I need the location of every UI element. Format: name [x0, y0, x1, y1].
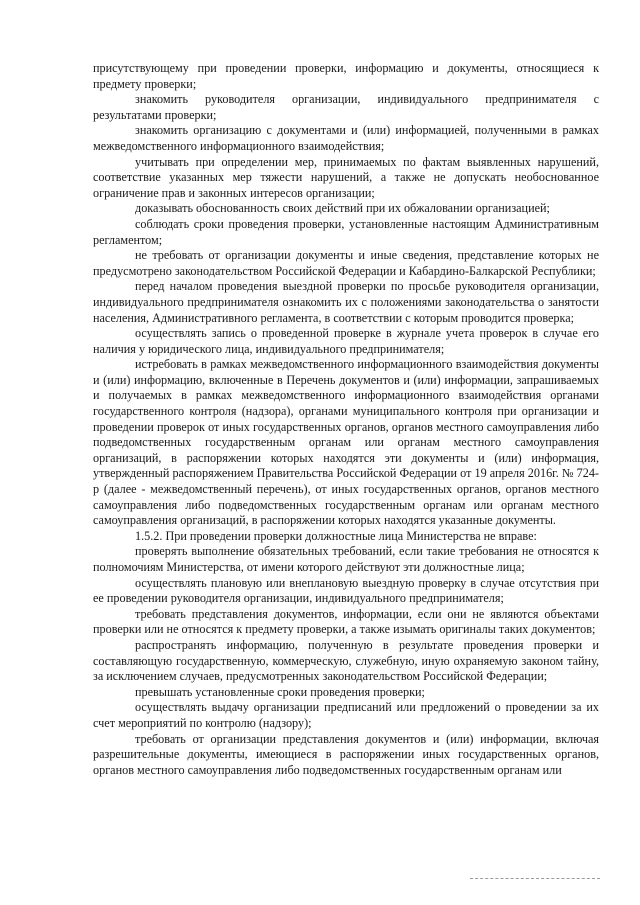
document-page — [93, 61, 599, 778]
paragraph-measures: учитывать при определении мер, принимаемых по фактам выявленных нарушений, соответствие указанных мер тяжести нарушений, а также не допускать необоснованное ограничение прав и законных интересов организации; — [93, 154, 599, 200]
paragraph-onsite-inspection: осуществлять плановую или внеплановую выездную проверку в случае отсутствия при ее проведении руководителя организации, индивидуального предпринимателя; — [93, 575, 599, 606]
paragraph-familiarize-legislation: перед началом проведения выездной проверки по просьбе руководителя организации, индивидуального предпринимателя ознакомить их с положениями законодательства о занятости населения, Административного регламента, в соответствии с которым проводится проверка; — [93, 279, 599, 325]
paragraph-require-permits: требовать от организации представления документов и (или) информации, включая разрешительные документы, имеющиеся в распоряжении иных государственных органов, органов местного самоуправления либо подведомственных государственным органам или — [93, 731, 599, 777]
paragraph-no-extra-documents: не требовать от организации документы и иные сведения, представление которых не предусмотрено законодательством Российской Федерации и Кабардино-Балкарской Республики; — [93, 248, 599, 278]
paragraph-disclose-information: распространять информацию, полученную в результате проведения проверки и составляющую государственную, коммерческую, служебную, иную охраняемую законом тайну, за исключением случаев, предусмотренных законодательством Российской Федерации; — [93, 637, 599, 684]
footer-divider — [470, 878, 600, 879]
paragraph-issue-orders: осуществлять выдачу организации предписаний или предложений о проведении за их счет мероприятий по контролю (надзору); — [93, 700, 599, 730]
paragraph-acquaint-results: знакомить руководителя организации, индивидуального предпринимателя с результатами проверки; — [93, 92, 599, 122]
paragraph-request-documents: истребовать в рамках межведомственного информационного взаимодействия документы и (или) информацию, включенные в Перечень документов и (или) информации, запрашиваемых и получаемых в рамках межведомственного информационного взаимодействия органами государственного контроля (надзора), органами муниципального контроля при организации и проведении проверок от иных государственных органов, органов местного самоуправления либо подведомственных государственным органам или органам местного самоуправления организаций, в распоряжении которых находятся эти документы и (или) информация, утвержденный распоряжением Правительства Российской Федерации от 19 апреля 2016г. № 724-р (далее - межведомственный перечень), от иных государственных органов, органов местного самоуправления либо подведомственных государственным органам или органам местного самоуправления организаций, в распоряжении которых находятся указанные документы. — [93, 357, 599, 528]
paragraph-justify-actions: доказывать обоснованность своих действий при их обжаловании организацией; — [135, 201, 550, 216]
paragraph-observe-deadlines: соблюдать сроки проведения проверки, установленные настоящим Административным регламентом; — [93, 216, 599, 247]
paragraph-check-requirements: проверять выполнение обязательных требований, если такие требования не относятся к полномочиям Министерства, от имени которого действуют эти должностные лица; — [93, 544, 599, 574]
paragraph-continuation: присутствующему при проведении проверки, информацию и документы, относящиеся к предмету проверки; — [93, 61, 599, 91]
paragraph-demand-documents: требовать представления документов, информации, если они не являются объектами проверки или не относятся к предмету проверки, а также изымать оригиналы таких документов; — [93, 606, 599, 637]
paragraph-acquaint-documents: знакомить организацию с документами и (или) информацией, полученными в рамках межведомственного информационного взаимодействия; — [93, 123, 599, 153]
paragraph-journal-record: осуществлять запись о проведенной проверке в журнале учета проверок в случае его наличия у юридического лица, индивидуального предпринимателя; — [93, 326, 599, 356]
paragraph-exceed-deadlines: превышать установленные сроки проведения проверки; — [135, 684, 425, 699]
section-heading-1-5-2: 1.5.2. При проведении проверки должностные лица Министерства не вправе: — [135, 528, 537, 543]
